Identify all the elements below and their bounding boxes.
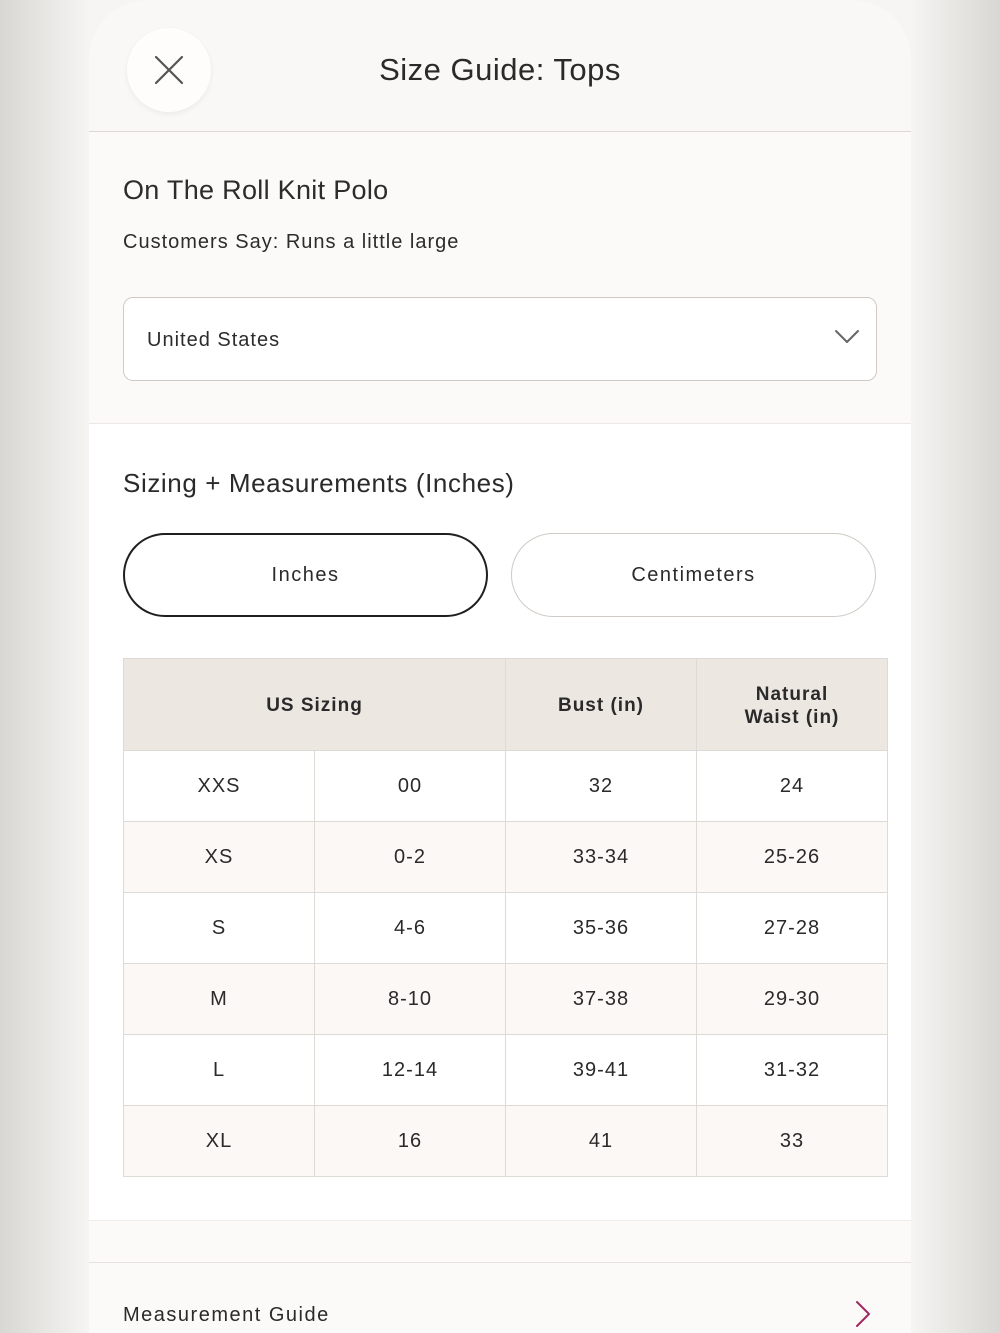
section-gap — [89, 1220, 911, 1263]
header-bust: Bust (in) — [506, 659, 697, 751]
sizing-section — [89, 424, 911, 1220]
cell-numeric-size: 16 — [315, 1106, 506, 1177]
cell-bust: 35-36 — [506, 893, 697, 964]
cell-waist: 25-26 — [697, 822, 888, 893]
country-select[interactable] — [123, 297, 877, 381]
chevron-down-icon — [834, 328, 860, 346]
cell-bust: 37-38 — [506, 964, 697, 1035]
cell-waist: 27-28 — [697, 893, 888, 964]
country-select-value: United States — [147, 329, 281, 351]
cell-numeric-size: 12-14 — [315, 1035, 506, 1106]
cell-size: XS — [124, 822, 315, 893]
cell-size: XL — [124, 1106, 315, 1177]
cell-bust: 41 — [506, 1106, 697, 1177]
cell-bust: 32 — [506, 751, 697, 822]
product-section — [89, 133, 911, 423]
table-row — [124, 964, 888, 1035]
cell-size: XXS — [124, 751, 315, 822]
cell-waist: 29-30 — [697, 964, 888, 1035]
table-row — [124, 751, 888, 822]
header-waist-line2: Waist (in) — [744, 706, 840, 728]
measurement-guide-label: Measurement Guide — [123, 1304, 330, 1326]
cell-size: L — [124, 1035, 315, 1106]
table-header-row — [124, 659, 888, 751]
sizing-title: Sizing + Measurements (Inches) — [123, 468, 515, 498]
page-title: Size Guide: Tops — [379, 52, 621, 87]
header — [89, 0, 911, 132]
chevron-right-icon — [855, 1300, 871, 1328]
header-natural-waist — [697, 659, 888, 751]
header-us-sizing: US Sizing — [124, 659, 506, 751]
header-waist-line1: Natural — [755, 683, 829, 705]
cell-waist: 24 — [697, 751, 888, 822]
cell-bust: 33-34 — [506, 822, 697, 893]
cell-numeric-size: 4-6 — [315, 893, 506, 964]
cell-waist: 33 — [697, 1106, 888, 1177]
inches-toggle[interactable]: Inches — [123, 533, 488, 617]
cell-size: M — [124, 964, 315, 1035]
cell-numeric-size: 00 — [315, 751, 506, 822]
table-row — [124, 822, 888, 893]
measurement-guide-link[interactable] — [89, 1264, 911, 1333]
cell-waist: 31-32 — [697, 1035, 888, 1106]
size-table — [123, 658, 888, 1177]
fit-note: Customers Say: Runs a little large — [123, 231, 460, 253]
cell-size: S — [124, 893, 315, 964]
table-row — [124, 1035, 888, 1106]
cell-numeric-size: 8-10 — [315, 964, 506, 1035]
table-row — [124, 893, 888, 964]
product-name: On The Roll Knit Polo — [123, 175, 389, 205]
cell-numeric-size: 0-2 — [315, 822, 506, 893]
table-row — [124, 1106, 888, 1177]
cell-bust: 39-41 — [506, 1035, 697, 1106]
size-guide-sheet — [89, 0, 911, 1333]
centimeters-toggle[interactable]: Centimeters — [511, 533, 876, 617]
